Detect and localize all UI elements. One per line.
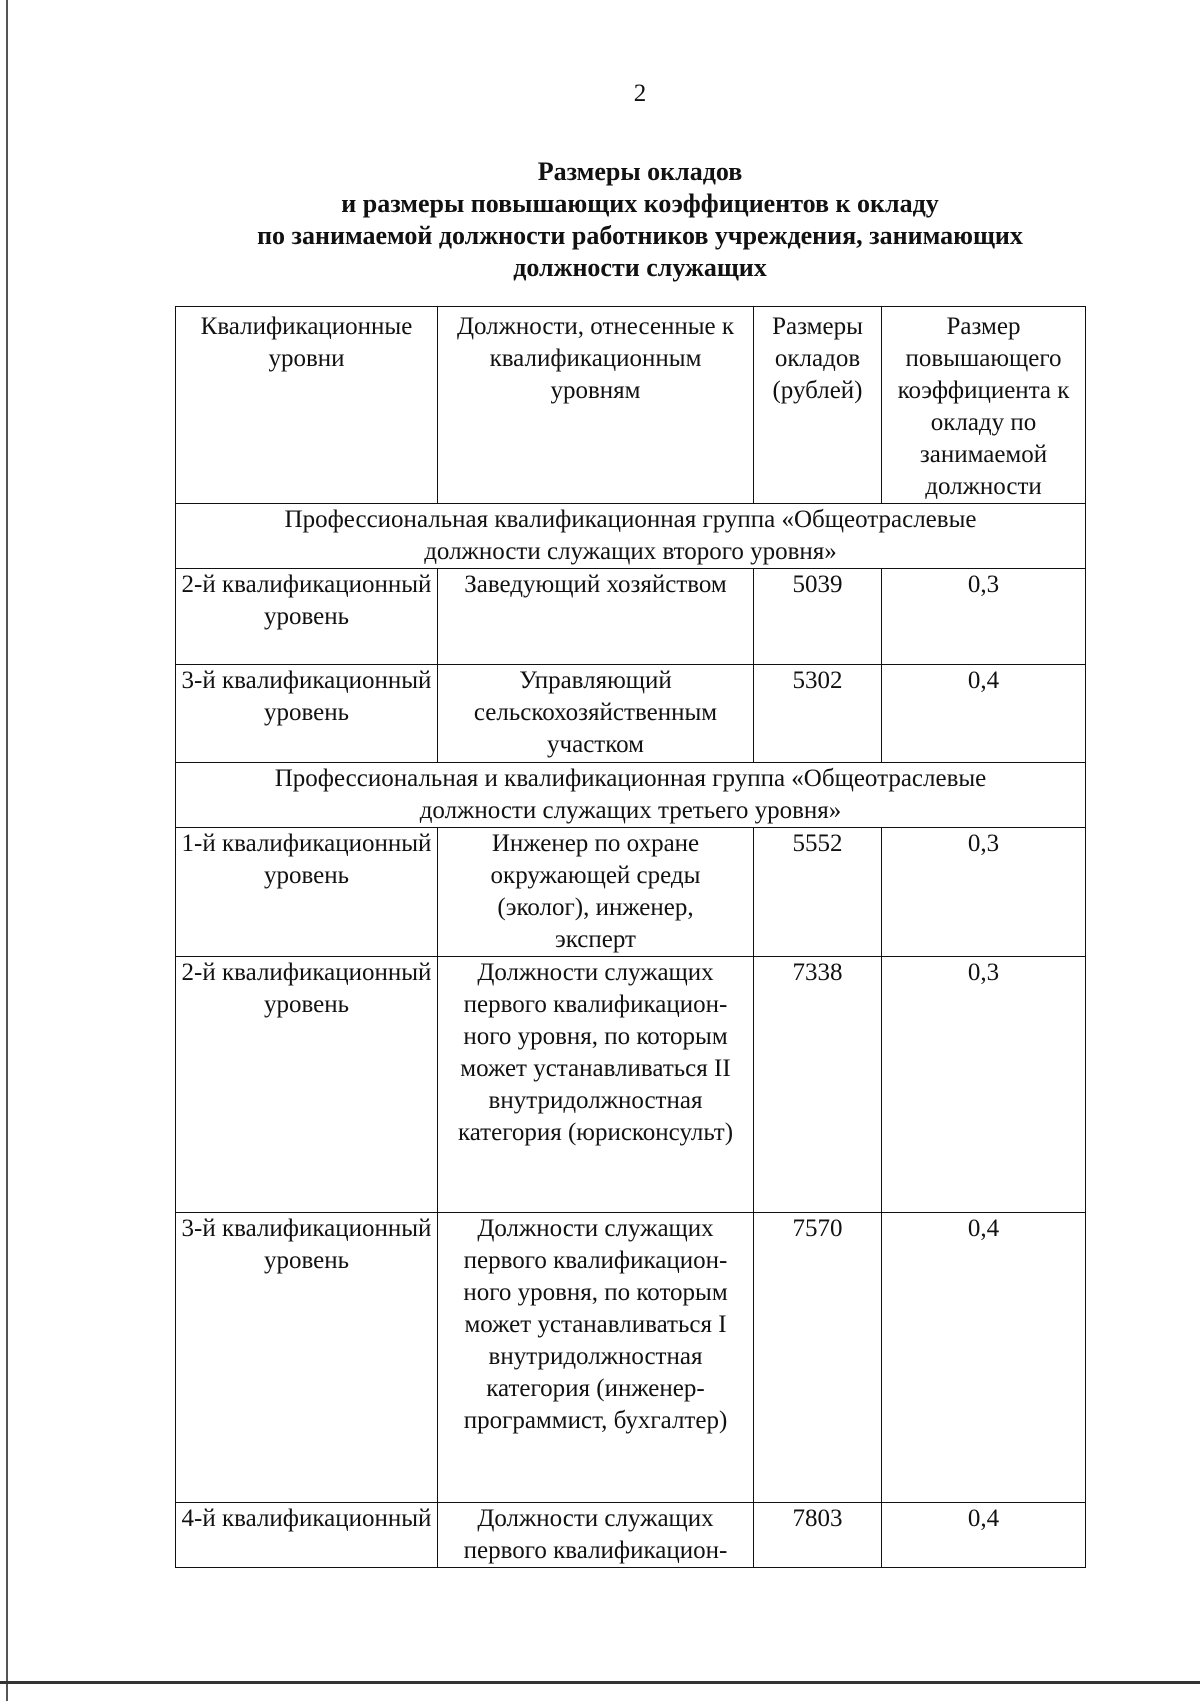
cell-coefficient: 0,4 [882, 1213, 1086, 1503]
cell-coefficient: 0,4 [882, 1503, 1086, 1568]
table-row [176, 828, 1086, 957]
salary-table [175, 306, 1086, 1568]
table-row [176, 569, 1086, 665]
cell-salary: 7338 [754, 957, 882, 1213]
header-coefficient: Размер повышающего коэффициента к окладу по занимаемой должности [882, 307, 1086, 504]
table-row [176, 957, 1086, 1213]
cell-level: 3-й квалификационный уровень [176, 665, 438, 763]
cell-salary: 5039 [754, 569, 882, 665]
title-line: по занимаемой должности работников учреждения, занимающих [257, 221, 1023, 250]
cell-positions: Должности служащих первого квалификацион-ного уровня, по которым может устанавливаться II внутридолжностная категория (юрисконсульт) [438, 957, 754, 1213]
cell-coefficient: 0,4 [882, 665, 1086, 763]
cell-positions: Управляющий сельскохозяйственным участком [438, 665, 754, 763]
cell-level: 2-й квалификационный уровень [176, 569, 438, 665]
group-row [176, 763, 1086, 828]
cell-salary: 5302 [754, 665, 882, 763]
title-line: и размеры повышающих коэффициентов к окладу [341, 189, 939, 218]
title-line: Размеры окладов [537, 157, 743, 186]
cell-coefficient: 0,3 [882, 957, 1086, 1213]
group-title: Профессиональная и квалификационная группа «Общеотраслевые должности служащих третьего уровня» [176, 763, 1086, 828]
cell-positions: Заведующий хозяйством [438, 569, 754, 665]
page-bottom-edge [0, 1681, 1200, 1684]
header-positions: Должности, отнесенные к квалификационным уровням [438, 307, 754, 504]
cell-level: 2-й квалификационный уровень [176, 957, 438, 1213]
table-header-row [176, 307, 1086, 504]
cell-salary: 5552 [754, 828, 882, 957]
cell-level: 3-й квалификационный уровень [176, 1213, 438, 1503]
cell-level: 4-й квалификационный [176, 1503, 438, 1568]
group-title: Профессиональная квалификационная группа «Общеотраслевые должности служащих второго уровня» [176, 504, 1086, 569]
table-row [176, 1503, 1086, 1568]
cell-salary: 7570 [754, 1213, 882, 1503]
table-row [176, 1213, 1086, 1503]
title-line: должности служащих [513, 253, 767, 282]
table-row [176, 665, 1086, 763]
page-left-edge [6, 0, 8, 1701]
cell-positions: Должности служащих первого квалификацион- [438, 1503, 754, 1568]
header-salary: Размеры окладов (рублей) [754, 307, 882, 504]
cell-salary: 7803 [754, 1503, 882, 1568]
group-row [176, 504, 1086, 569]
cell-level: 1-й квалификационный уровень [176, 828, 438, 957]
page-number: 2 [633, 80, 647, 107]
header-level: Квалификационные уровни [176, 307, 438, 504]
cell-positions: Инженер по охране окружающей среды (эколог), инженер, эксперт [438, 828, 754, 957]
cell-coefficient: 0,3 [882, 828, 1086, 957]
document-title [160, 156, 1120, 284]
cell-coefficient: 0,3 [882, 569, 1086, 665]
cell-positions: Должности служащих первого квалификацион-ного уровня, по которым может устанавливаться I внутридолжностная категория (инженер-программист, бухгалтер) [438, 1213, 754, 1503]
